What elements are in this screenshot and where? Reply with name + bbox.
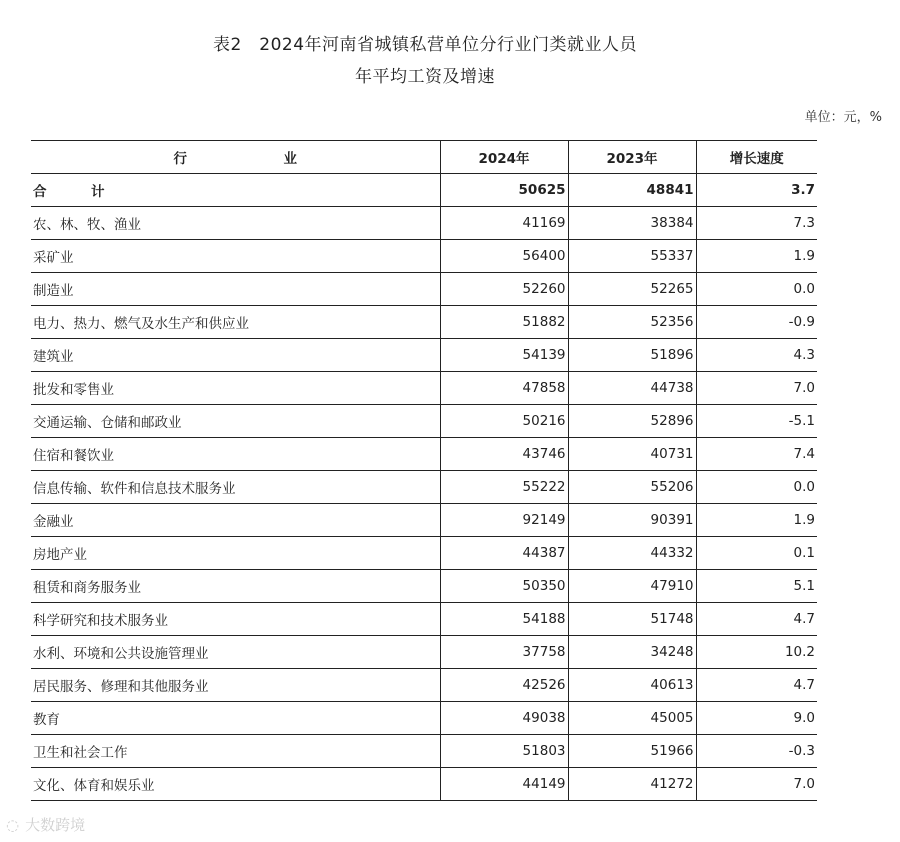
table-row bbox=[31, 306, 817, 339]
table-title-line1: 表2 2024年河南省城镇私营单位分行业门类就业人员 bbox=[212, 35, 638, 55]
value-2024: 41169 bbox=[440, 207, 568, 240]
industry-name: 信息传输、软件和信息技术服务业 bbox=[33, 481, 236, 497]
table-row bbox=[31, 570, 817, 603]
growth-rate: -5.1 bbox=[696, 405, 817, 438]
industry-name: 卫生和社会工作 bbox=[33, 745, 128, 761]
growth-rate: 7.0 bbox=[696, 768, 817, 801]
header-2023: 2023年 bbox=[568, 141, 696, 174]
industry-name: 电力、热力、燃气及水生产和供应业 bbox=[33, 316, 249, 332]
industry-name: 房地产业 bbox=[33, 547, 87, 563]
value-2024: 56400 bbox=[440, 240, 568, 273]
table-row bbox=[31, 603, 817, 636]
growth-rate: -0.3 bbox=[696, 735, 817, 768]
table-row bbox=[31, 240, 817, 273]
growth-rate: 1.9 bbox=[696, 504, 817, 537]
industry-name: 制造业 bbox=[33, 283, 74, 299]
watermark-text: 大数跨境 bbox=[25, 816, 86, 834]
growth-rate: 4.3 bbox=[696, 339, 817, 372]
header-industry-a: 行 bbox=[173, 151, 187, 167]
growth-rate: 10.2 bbox=[696, 636, 817, 669]
growth-rate: -0.9 bbox=[696, 306, 817, 339]
total-label-b: 计 bbox=[91, 184, 105, 200]
industry-name: 居民服务、修理和其他服务业 bbox=[33, 679, 209, 695]
value-2024: 51882 bbox=[440, 306, 568, 339]
value-2024: 51803 bbox=[440, 735, 568, 768]
growth-rate: 7.0 bbox=[696, 372, 817, 405]
value-2023: 52896 bbox=[568, 405, 696, 438]
value-2024: 54188 bbox=[440, 603, 568, 636]
table-row bbox=[31, 339, 817, 372]
industry-name: 金融业 bbox=[33, 514, 74, 530]
value-2024: 52260 bbox=[440, 273, 568, 306]
table-row bbox=[31, 636, 817, 669]
table-title-line2: 年平均工资及增速 bbox=[355, 67, 495, 87]
industry-name: 水利、环境和公共设施管理业 bbox=[33, 646, 209, 662]
value-2023: 44738 bbox=[568, 372, 696, 405]
table-row bbox=[31, 438, 817, 471]
growth-rate: 0.0 bbox=[696, 471, 817, 504]
growth-rate: 9.0 bbox=[696, 702, 817, 735]
header-industry-b: 业 bbox=[283, 151, 297, 167]
industry-name: 住宿和餐饮业 bbox=[33, 448, 114, 464]
growth-rate: 1.9 bbox=[696, 240, 817, 273]
value-2024: 49038 bbox=[440, 702, 568, 735]
table-row bbox=[31, 372, 817, 405]
value-2023: 51896 bbox=[568, 339, 696, 372]
total-label bbox=[31, 174, 440, 207]
table-row bbox=[31, 273, 817, 306]
table-row bbox=[31, 702, 817, 735]
total-row bbox=[31, 174, 817, 207]
table-row bbox=[31, 504, 817, 537]
value-2023: 44332 bbox=[568, 537, 696, 570]
value-2024: 37758 bbox=[440, 636, 568, 669]
industry-name: 批发和零售业 bbox=[33, 382, 114, 398]
value-2023: 51748 bbox=[568, 603, 696, 636]
growth-rate: 5.1 bbox=[696, 570, 817, 603]
industry-name: 科学研究和技术服务业 bbox=[33, 613, 168, 629]
growth-rate: 7.4 bbox=[696, 438, 817, 471]
header-row bbox=[31, 141, 817, 174]
value-2023: 40613 bbox=[568, 669, 696, 702]
value-2023: 34248 bbox=[568, 636, 696, 669]
watermark bbox=[6, 814, 85, 835]
industry-name: 农、林、牧、渔业 bbox=[33, 217, 141, 233]
value-2024: 50216 bbox=[440, 405, 568, 438]
total-label-a: 合 bbox=[33, 184, 47, 200]
value-2024: 44149 bbox=[440, 768, 568, 801]
table-row bbox=[31, 669, 817, 702]
value-2023: 52356 bbox=[568, 306, 696, 339]
total-2024: 50625 bbox=[440, 174, 568, 207]
industry-name: 文化、体育和娱乐业 bbox=[33, 778, 155, 794]
value-2024: 42526 bbox=[440, 669, 568, 702]
value-2024: 92149 bbox=[440, 504, 568, 537]
value-2023: 90391 bbox=[568, 504, 696, 537]
value-2023: 38384 bbox=[568, 207, 696, 240]
value-2024: 55222 bbox=[440, 471, 568, 504]
header-industry bbox=[31, 141, 440, 174]
table-row bbox=[31, 537, 817, 570]
value-2023: 52265 bbox=[568, 273, 696, 306]
value-2023: 51966 bbox=[568, 735, 696, 768]
watermark-logo-icon: ◌ bbox=[6, 816, 20, 834]
total-2023: 48841 bbox=[568, 174, 696, 207]
industry-name: 建筑业 bbox=[33, 349, 74, 365]
header-2024: 2024年 bbox=[440, 141, 568, 174]
value-2023: 55206 bbox=[568, 471, 696, 504]
value-2023: 41272 bbox=[568, 768, 696, 801]
table-row bbox=[31, 405, 817, 438]
industry-name: 采矿业 bbox=[33, 250, 74, 266]
value-2023: 55337 bbox=[568, 240, 696, 273]
table-row bbox=[31, 471, 817, 504]
growth-rate: 0.0 bbox=[696, 273, 817, 306]
unit-note: 单位：元，% bbox=[804, 110, 882, 125]
industry-name: 教育 bbox=[33, 712, 60, 728]
value-2024: 47858 bbox=[440, 372, 568, 405]
value-2023: 45005 bbox=[568, 702, 696, 735]
growth-rate: 7.3 bbox=[696, 207, 817, 240]
value-2024: 43746 bbox=[440, 438, 568, 471]
table-row bbox=[31, 735, 817, 768]
industry-name: 交通运输、仓储和邮政业 bbox=[33, 415, 182, 431]
table-row bbox=[31, 768, 817, 801]
industry-name: 租赁和商务服务业 bbox=[33, 580, 141, 596]
value-2023: 40731 bbox=[568, 438, 696, 471]
value-2024: 54139 bbox=[440, 339, 568, 372]
header-growth: 增长速度 bbox=[696, 141, 817, 174]
value-2024: 50350 bbox=[440, 570, 568, 603]
wage-table bbox=[31, 140, 817, 801]
value-2024: 44387 bbox=[440, 537, 568, 570]
growth-rate: 0.1 bbox=[696, 537, 817, 570]
value-2023: 47910 bbox=[568, 570, 696, 603]
table-row bbox=[31, 207, 817, 240]
growth-rate: 4.7 bbox=[696, 669, 817, 702]
growth-rate: 4.7 bbox=[696, 603, 817, 636]
total-growth: 3.7 bbox=[696, 174, 817, 207]
